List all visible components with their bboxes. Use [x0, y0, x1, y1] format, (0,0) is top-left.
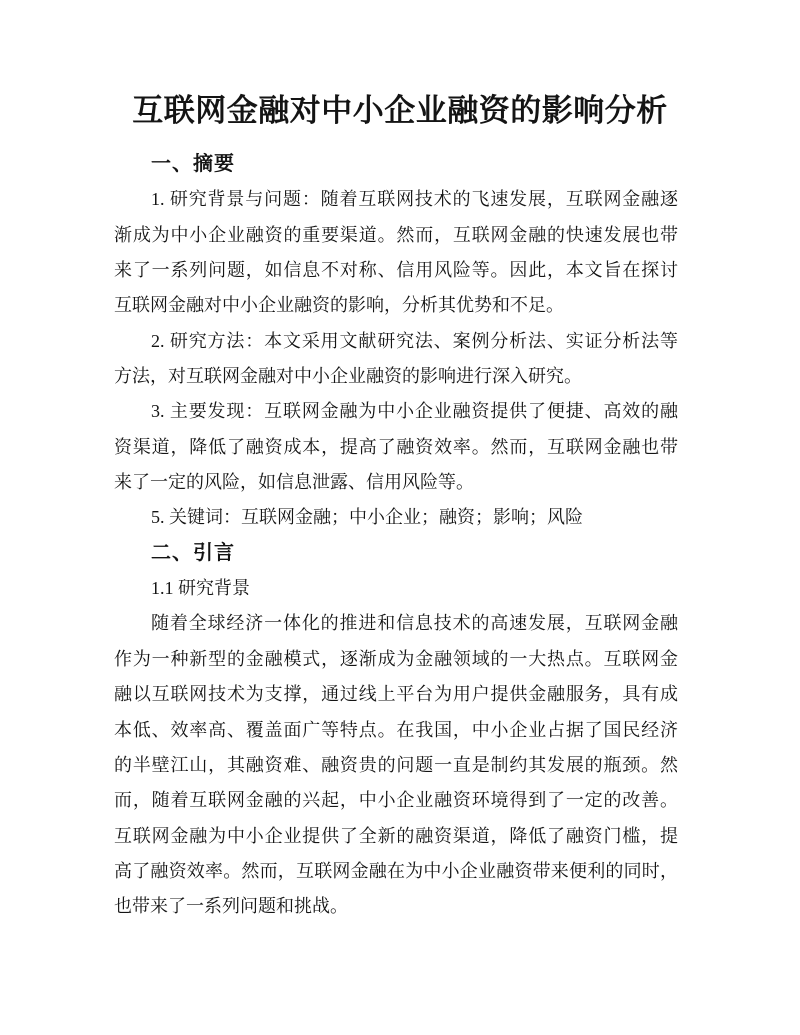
text-line: 3. 主要发现：互联网金融为中小企业融资提供了便捷、高效的融	[151, 401, 678, 422]
section-heading: 二、引言	[151, 541, 235, 564]
text-line: 而，随着互联网金融的兴起，中小企业融资环境得到了一定的改善。	[114, 790, 678, 811]
text-line: 高了融资效率。然而，互联网金融在为中小企业融资带来便利的同时，	[114, 860, 678, 881]
text-line: 作为一种新型的金融模式，逐渐成为金融领域的一大热点。互联网金	[114, 648, 678, 669]
document-body	[114, 147, 678, 925]
section-heading: 一、摘要	[151, 153, 235, 175]
text-line: 本低、效率高、覆盖面广等特点。在我国，中小企业占据了国民经济	[114, 719, 678, 740]
text-line: 互联网金融对中小企业融资的影响，分析其优势和不足。	[114, 295, 564, 316]
text-line: 也带来了一系列问题和挑战。	[114, 896, 348, 917]
text-line: 2. 研究方法：本文采用文献研究法、案例分析法、实证分析法等	[151, 330, 678, 351]
text-line: 的半壁江山，其融资难、融资贵的问题一直是制约其发展的瓶颈。然	[114, 754, 678, 775]
text-line: 资渠道，降低了融资成本，提高了融资效率。然而，互联网金融也带	[114, 436, 678, 457]
document-title: 互联网金融对中小企业融资的影响分析	[132, 93, 668, 128]
text-line: 来了一定的风险，如信息泄露、信用风险等。	[114, 472, 474, 493]
text-line: 1.1 研究背景	[151, 578, 250, 599]
text-line: 融以互联网技术为支撑，通过线上平台为用户提供金融服务，具有成	[114, 684, 678, 705]
text-line: 1. 研究背景与问题：随着互联网技术的飞速发展，互联网金融逐	[151, 189, 678, 210]
text-line: 方法，对互联网金融对中小企业融资的影响进行深入研究。	[114, 366, 582, 387]
text-line: 渐成为中小企业融资的重要渠道。然而，互联网金融的快速发展也带	[114, 224, 678, 245]
text-line: 随着全球经济一体化的推进和信息技术的高速发展，互联网金融	[151, 613, 678, 634]
text-line: 5. 关键词：互联网金融；中小企业；融资；影响；风险	[151, 507, 583, 528]
text-line: 互联网金融为中小企业提供了全新的融资渠道，降低了融资门槛，提	[114, 825, 678, 846]
text-line: 来了一系列问题，如信息不对称、信用风险等。因此，本文旨在探讨	[114, 260, 678, 281]
